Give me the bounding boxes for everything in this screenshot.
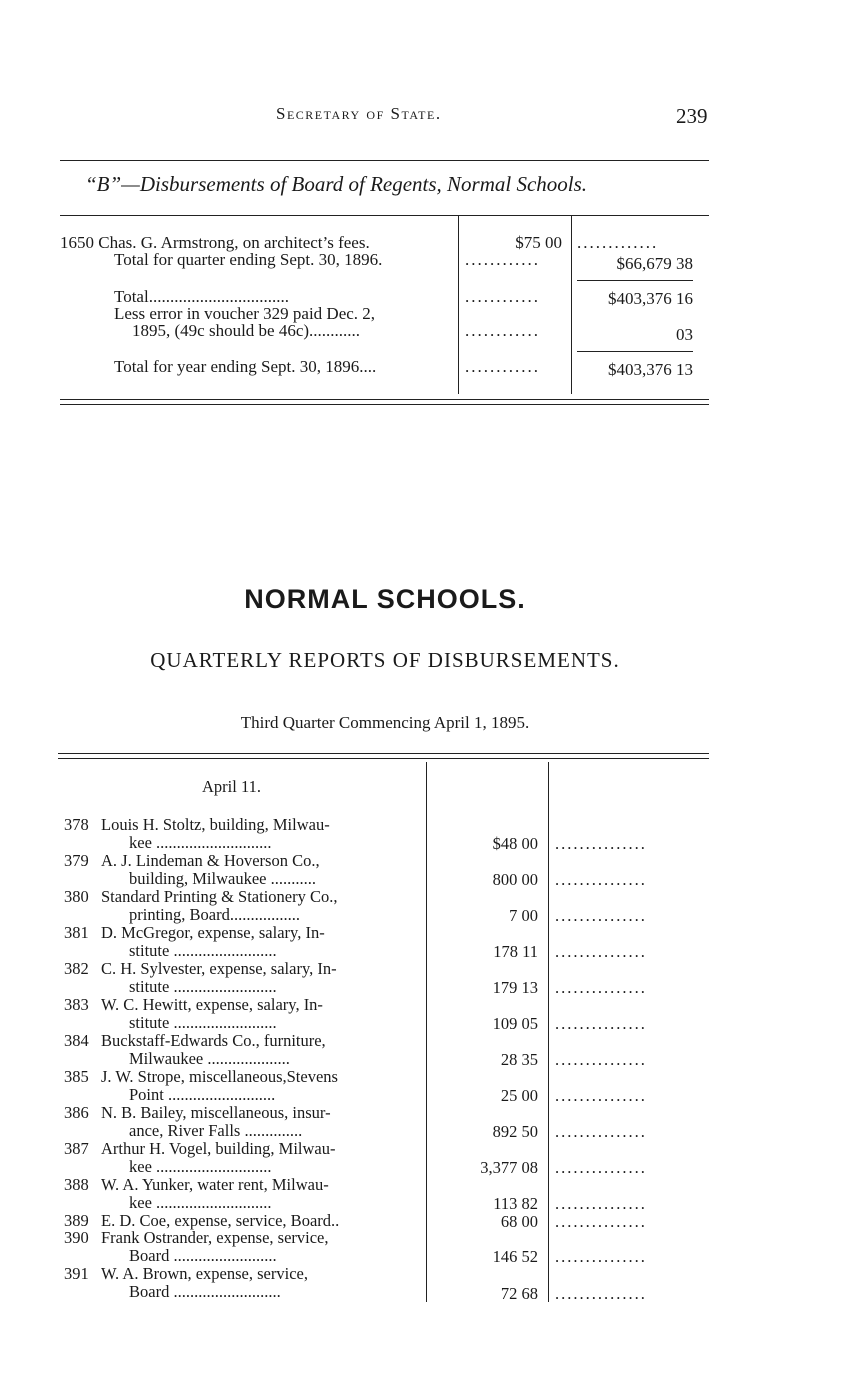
table-row-text: Total for quarter ending Sept. 30, 1896.	[114, 250, 383, 269]
entry-amount: $48 00	[492, 834, 538, 853]
entry-number: 382	[64, 959, 89, 978]
entry-description: Arthur H. Vogel, building, Milwau-	[101, 1139, 336, 1158]
entry-number: 387	[64, 1139, 89, 1158]
entry-dots: ...............	[555, 870, 647, 889]
entry-description: N. B. Bailey, miscellaneous, insur-	[101, 1103, 331, 1122]
entry-description: E. D. Coe, expense, service, Board..	[101, 1211, 340, 1230]
entry-amount: 68 00	[500, 1212, 538, 1231]
entry-dots: ...............	[555, 1050, 647, 1069]
table-row-total: .............	[577, 233, 659, 252]
entry-dots: ...............	[555, 1194, 647, 1213]
entry-number: 390	[64, 1228, 89, 1247]
entry-description: Milwaukee ....................	[129, 1049, 290, 1068]
entry-number: 384	[64, 1031, 89, 1050]
entry-description: W. A. Brown, expense, service,	[101, 1264, 308, 1283]
entry-amount: 146 52	[492, 1247, 538, 1266]
entry-amount: 28 35	[500, 1050, 538, 1069]
entry-description: kee ............................	[129, 1193, 272, 1212]
entry-dots: ...............	[555, 1158, 647, 1177]
subtotal-rule	[577, 280, 693, 281]
table-row-amount: ............	[465, 287, 540, 306]
table-row-total: 03	[676, 325, 693, 344]
table-row-amount: ............	[465, 250, 540, 269]
entry-dots: ...............	[555, 1247, 647, 1266]
entry-description: kee ............................	[129, 1157, 272, 1176]
entries-top-rule	[58, 758, 709, 759]
table-row-total: $403,376 16	[608, 289, 693, 308]
table-b-column-divider-2	[571, 216, 572, 394]
entry-description: building, Milwaukee ...........	[129, 869, 316, 888]
table-row-amount: ............	[465, 357, 540, 376]
table-b-header-rule	[60, 215, 709, 216]
entry-dots: ...............	[555, 834, 647, 853]
entry-amount: 800 00	[492, 870, 538, 889]
entry-number: 378	[64, 815, 89, 834]
entry-description: ance, River Falls ..............	[129, 1121, 303, 1140]
table-b-bottom-rule	[60, 399, 709, 400]
section-subheading: QUARTERLY REPORTS OF DISBURSEMENTS.	[150, 648, 620, 672]
entry-description: Standard Printing & Stationery Co.,	[101, 887, 338, 906]
entry-description: C. H. Sylvester, expense, salary, In-	[101, 959, 337, 978]
entry-dots: ...............	[555, 1086, 647, 1105]
entry-description: printing, Board.................	[129, 905, 300, 924]
table-row-amount: $75 00	[515, 233, 562, 252]
entry-description: D. McGregor, expense, salary, In-	[101, 923, 325, 942]
entry-dots: ...............	[555, 1284, 647, 1303]
entry-dots: ...............	[555, 906, 647, 925]
entry-amount: 3,377 08	[480, 1158, 538, 1177]
entry-description: Buckstaff-Edwards Co., furniture,	[101, 1031, 326, 1050]
entry-description: W. C. Hewitt, expense, salary, In-	[101, 995, 323, 1014]
entry-description: Frank Ostrander, expense, service,	[101, 1228, 329, 1247]
table-b-bottom-rule	[60, 404, 709, 405]
entry-amount: 178 11	[493, 942, 538, 961]
entry-description: W. A. Yunker, water rent, Milwau-	[101, 1175, 329, 1194]
section-heading: NORMAL SCHOOLS.	[244, 584, 526, 614]
entry-number: 385	[64, 1067, 89, 1086]
table-row-amount: ............	[465, 321, 540, 340]
table-b-top-rule	[60, 160, 709, 161]
entry-number: 389	[64, 1211, 89, 1230]
entry-number: 383	[64, 995, 89, 1014]
entry-amount: 25 00	[500, 1086, 538, 1105]
entry-dots: ...............	[555, 942, 647, 961]
entry-number: 386	[64, 1103, 89, 1122]
table-row-text: 1650 Chas. G. Armstrong, on architect’s fees.	[60, 233, 370, 252]
entry-description: A. J. Lindeman & Hoverson Co.,	[101, 851, 320, 870]
page-number: 239	[676, 104, 708, 128]
entry-description: J. W. Strope, miscellaneous,Stevens	[101, 1067, 338, 1086]
table-b-title: “B”—Disbursements of Board of Regents, Normal Schools.	[85, 172, 588, 196]
entry-number: 388	[64, 1175, 89, 1194]
entry-number: 379	[64, 851, 89, 870]
table-row-text: 1895, (49c should be 46c)............	[132, 321, 361, 340]
table-b-column-divider-1	[458, 216, 459, 394]
entry-description: kee ............................	[129, 833, 272, 852]
entry-number: 381	[64, 923, 89, 942]
total-rule	[577, 351, 693, 352]
entry-number: 391	[64, 1264, 89, 1283]
entry-dots: ...............	[555, 1212, 647, 1231]
entries-column-divider-1	[426, 762, 427, 1302]
entry-amount: 72 68	[500, 1284, 538, 1303]
entry-amount: 179 13	[492, 978, 538, 997]
table-row-text: Total for year ending Sept. 30, 1896....	[114, 357, 377, 376]
entry-amount: 892 50	[492, 1122, 538, 1141]
entry-description: Board .........................	[129, 1246, 277, 1265]
table-row-text: Total.................................	[114, 287, 289, 306]
entry-amount: 109 05	[492, 1014, 538, 1033]
entry-description: stitute .........................	[129, 1013, 277, 1032]
entry-dots: ...............	[555, 1014, 647, 1033]
entry-description: Board ..........................	[129, 1282, 281, 1301]
date-label: April 11.	[202, 777, 261, 796]
entry-description: stitute .........................	[129, 941, 277, 960]
entries-column-divider-2	[548, 762, 549, 1302]
entry-number: 380	[64, 887, 89, 906]
table-row-total: $66,679 38	[616, 254, 693, 273]
entries-top-rule	[58, 753, 709, 754]
entry-description: Louis H. Stoltz, building, Milwau-	[101, 815, 330, 834]
quarter-heading: Third Quarter Commencing April 1, 1895.	[240, 713, 530, 732]
entry-dots: ...............	[555, 1122, 647, 1141]
table-row-text: Less error in voucher 329 paid Dec. 2,	[114, 304, 376, 323]
running-header-title: Secretary of State.	[276, 104, 442, 123]
table-row-total: $403,376 13	[608, 360, 693, 379]
entry-amount: 113 82	[493, 1194, 538, 1213]
entry-description: stitute .........................	[129, 977, 277, 996]
entry-dots: ...............	[555, 978, 647, 997]
entry-description: Point ..........................	[129, 1085, 276, 1104]
entry-amount: 7 00	[509, 906, 538, 925]
